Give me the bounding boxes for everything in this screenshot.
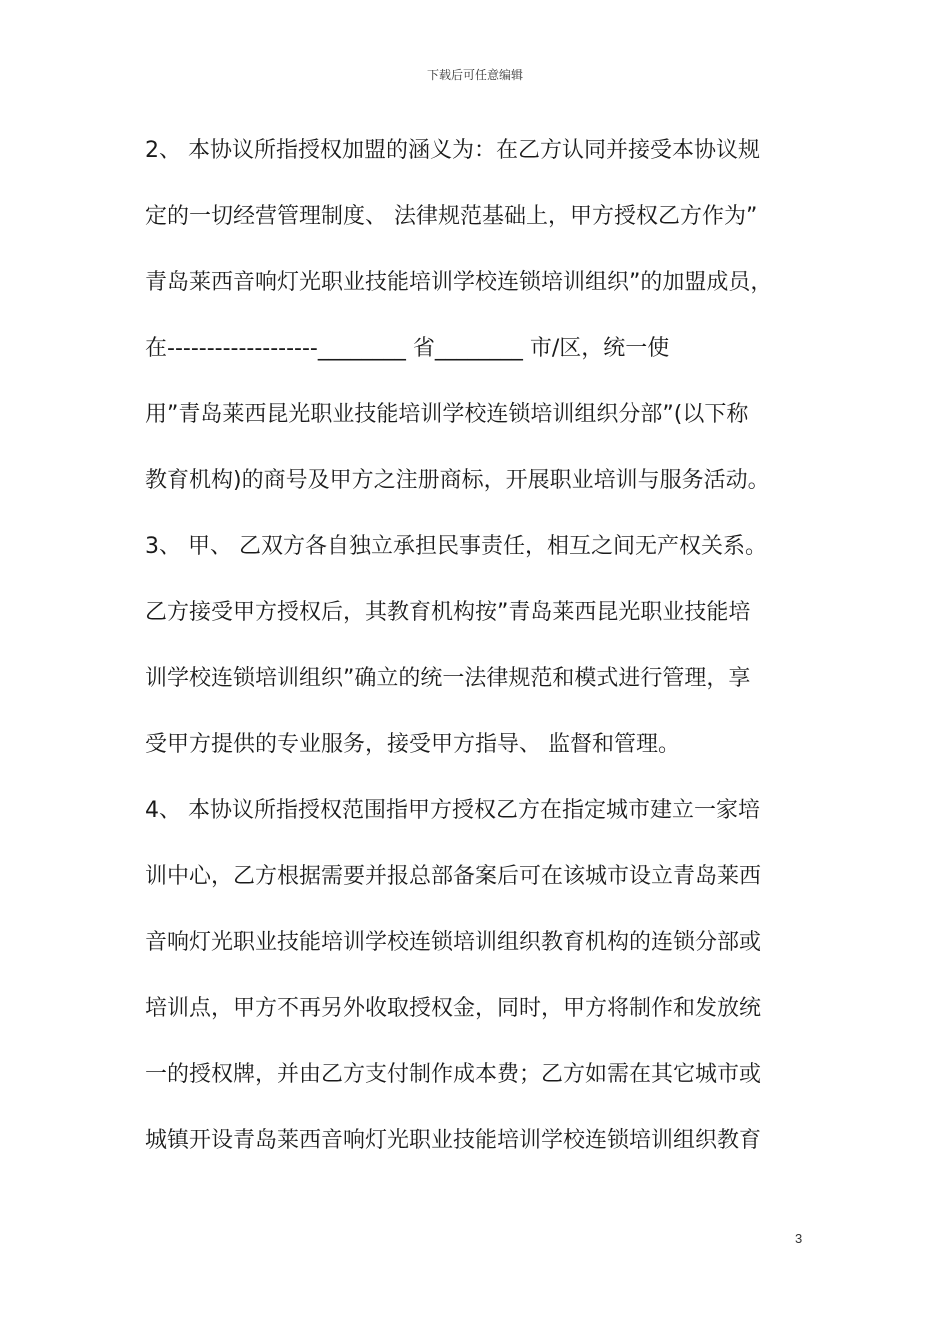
body-line: 受甲方提供的专业服务，接受甲方指导、 监督和管理。: [145, 732, 680, 757]
body-line: 4、 本协议所指授权范围指甲方授权乙方在指定城市建立一家培: [145, 798, 760, 823]
body-line: 用”青岛莱西昆光职业技能培训学校连锁培训组织分部”(以下称: [145, 402, 749, 427]
body-line: 2、 本协议所指授权加盟的涵义为：在乙方认同并接受本协议规: [145, 138, 760, 163]
document-body: [145, 131, 815, 1187]
body-line: 青岛莱西音响灯光职业技能培训学校连锁培训组织”的加盟成员，: [145, 270, 773, 295]
body-line: 城镇开设青岛莱西音响灯光职业技能培训学校连锁培训组织教育: [145, 1128, 762, 1153]
body-line: 乙方接受甲方授权后，其教育机构按”青岛莱西昆光职业技能培: [145, 600, 751, 625]
body-line: 一的授权牌，并由乙方支付制作成本费；乙方如需在其它城市或: [145, 1062, 762, 1087]
page-number: 3: [795, 1231, 803, 1246]
body-line: 训中心，乙方根据需要并报总部备案后可在该城市设立青岛莱西: [145, 864, 762, 889]
body-line: 在-------------------________ 省________ 市/区，统一使: [145, 336, 670, 361]
body-line: 音响灯光职业技能培训学校连锁培训组织教育机构的连锁分部或: [145, 930, 762, 955]
body-line: 训学校连锁培训组织”确立的统一法律规范和模式进行管理，享: [145, 666, 751, 691]
body-line: 教育机构)的商号及甲方之注册商标，开展职业培训与服务活动。: [145, 468, 770, 493]
body-line: 3、 甲、 乙双方各自独立承担民事责任，相互之间无产权关系。: [145, 534, 767, 559]
body-line: 培训点，甲方不再另外收取授权金，同时，甲方将制作和发放统: [145, 996, 762, 1021]
body-line: 定的一切经营管理制度、 法律规范基础上，甲方授权乙方作为”: [145, 204, 758, 229]
page-header: 下载后可任意编辑: [426, 68, 523, 82]
